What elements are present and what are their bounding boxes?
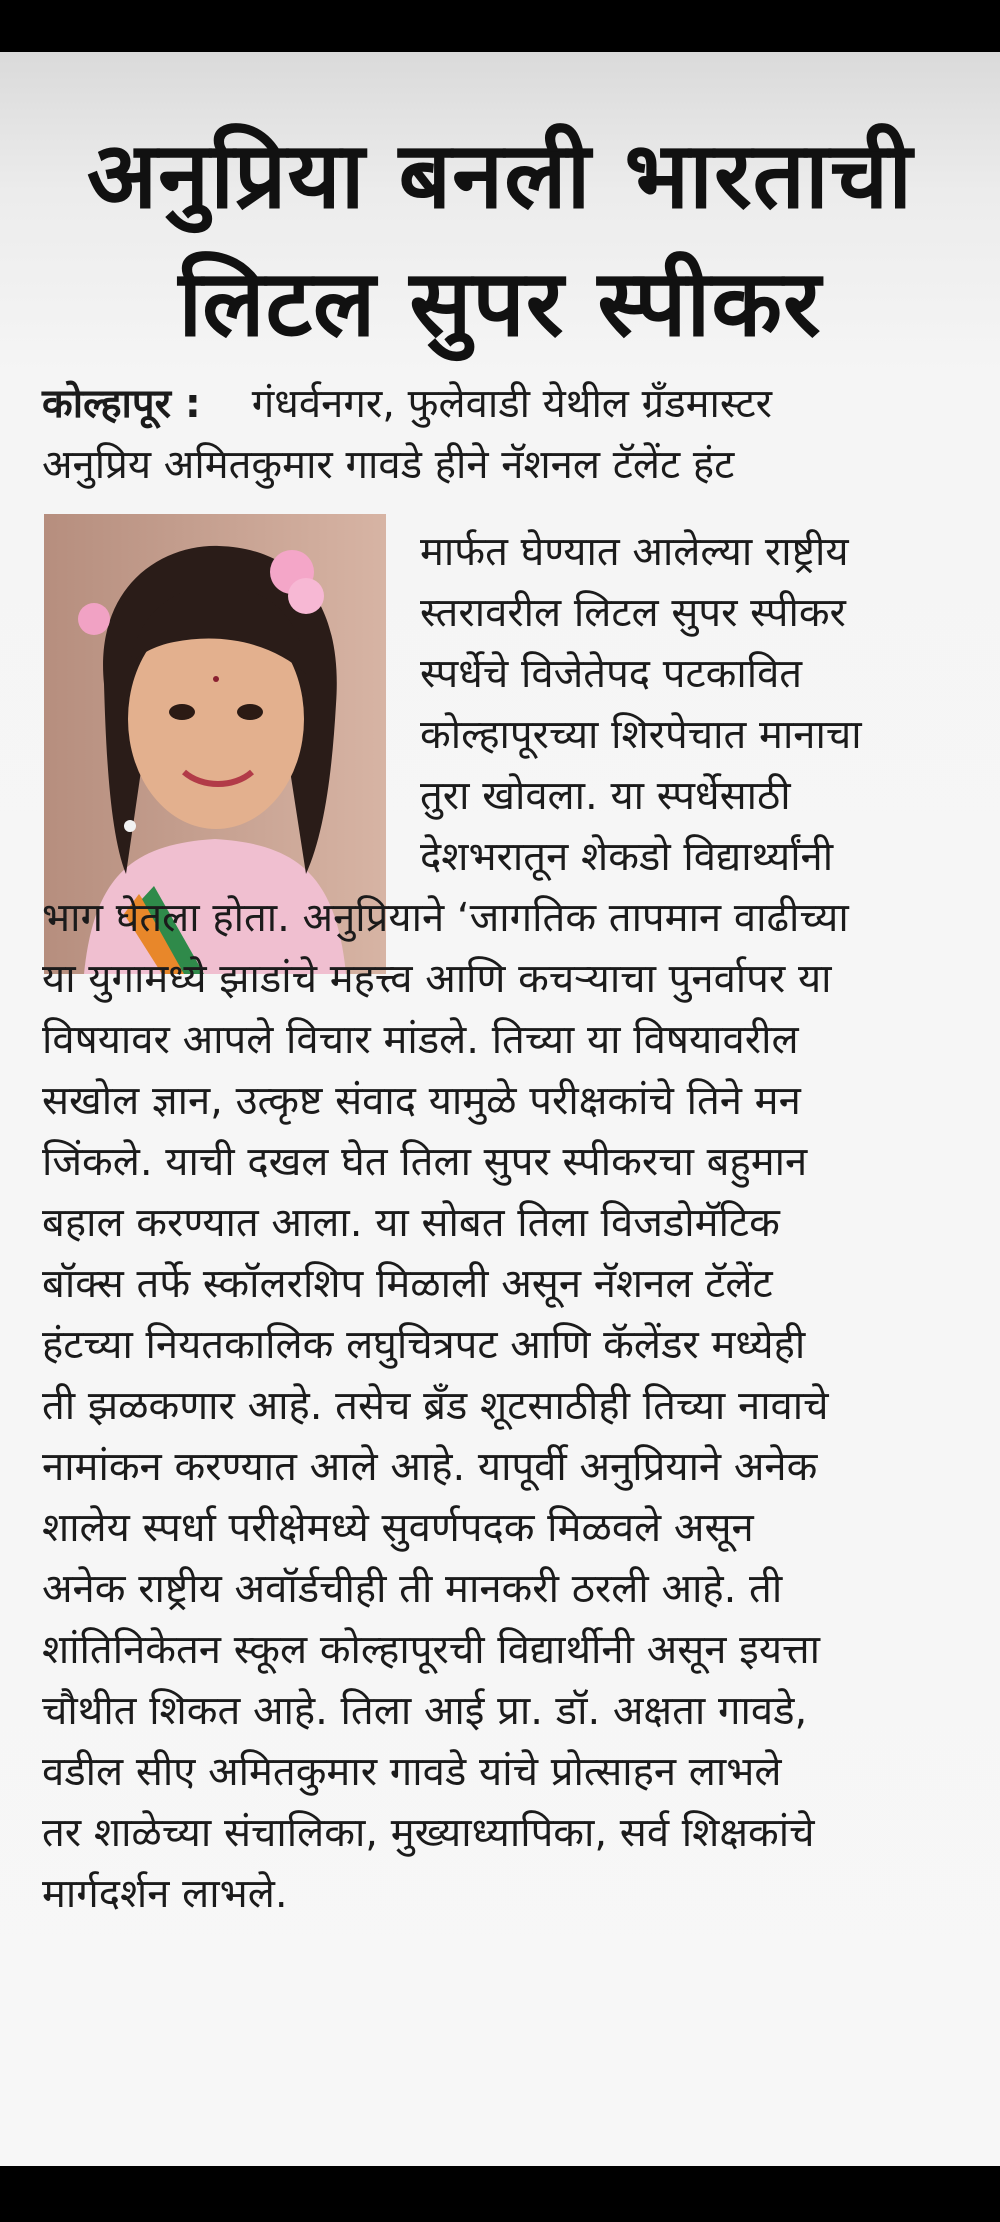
body-line: भाग घेतला होता. अनुप्रियाने ‘जागतिक तापमान वाढीच्या bbox=[42, 895, 849, 941]
body-line: नामांकन करण्यात आले आहे. यापूर्वी अनुप्रियाने अनेक bbox=[42, 1444, 818, 1490]
body-line: या युगामध्ये झाडांचे महत्त्व आणि कचऱ्याचा पुनर्वापर या bbox=[42, 956, 832, 1002]
body-line: शालेय स्पर्धा परीक्षेमध्ये सुवर्णपदक मिळवले असून bbox=[42, 1505, 754, 1551]
side-line: कोल्हापूरच्या शिरपेचात मानाचा bbox=[420, 712, 862, 758]
dateline: कोल्हापूर : bbox=[42, 381, 201, 427]
body-line: वडील सीए अमितकुमार गावडे यांचे प्रोत्साहन लाभले bbox=[42, 1749, 782, 1795]
body-line: जिंकले. याची दखल घेत तिला सुपर स्पीकरचा बहुमान bbox=[42, 1139, 808, 1185]
side-line: देशभरातून शेकडो विद्यार्थ्यांनी bbox=[420, 834, 834, 880]
body-line: हंटच्या नियतकालिक लघुचित्रपट आणि कॅलेंडर मध्येही bbox=[42, 1322, 806, 1368]
newspaper-clipping bbox=[0, 52, 1000, 2166]
intro-line-1-text: गंधर्वनगर, फुलेवाडी येथील ग्रँडमास्टर bbox=[251, 381, 772, 427]
main-paragraph bbox=[42, 888, 964, 1925]
side-paragraph bbox=[420, 522, 964, 888]
top-black-bar bbox=[0, 0, 1000, 52]
body-line: ती झळकणार आहे. तसेच ब्रँड शूटसाठीही तिच्या नावाचे bbox=[42, 1383, 829, 1429]
headline-line-1: अनुप्रिया बनली भारताची bbox=[86, 122, 914, 229]
body-line: चौथीत शिकत आहे. तिला आई प्रा. डॉ. अक्षता गावडे, bbox=[42, 1688, 808, 1734]
side-line: मार्फत घेण्यात आलेल्या राष्ट्रीय bbox=[420, 529, 849, 575]
intro-line-1 bbox=[42, 374, 964, 435]
side-line: तुरा खोवला. या स्पर्धेसाठी bbox=[420, 773, 791, 819]
body-line: तर शाळेच्या संचालिका, मुख्याध्यापिका, सर्व शिक्षकांचे bbox=[42, 1810, 815, 1856]
side-line: स्पर्धेचे विजेतेपद पटकावित bbox=[420, 651, 803, 697]
body-line: सखोल ज्ञान, उत्कृष्ट संवाद यामुळे परीक्षकांचे तिने मन bbox=[42, 1078, 801, 1124]
article-headline bbox=[0, 112, 1000, 368]
body-line: बहाल करण्यात आला. या सोबत तिला विजडोमॅटिक bbox=[42, 1200, 780, 1246]
bottom-black-bar bbox=[0, 2166, 1000, 2222]
body-line: विषयावर आपले विचार मांडले. तिच्या या विषयावरील bbox=[42, 1017, 799, 1063]
intro-paragraph bbox=[42, 374, 964, 496]
body-line: मार्गदर्शन लाभले. bbox=[42, 1871, 288, 1917]
side-line: स्तरावरील लिटल सुपर स्पीकर bbox=[420, 590, 846, 636]
body-line: अनेक राष्ट्रीय अवॉर्डचीही ती मानकरी ठरली आहे. ती bbox=[42, 1566, 783, 1612]
body-line: बॉक्स तर्फे स्कॉलरशिप मिळाली असून नॅशनल टॅलेंट bbox=[42, 1261, 773, 1307]
intro-line-2: अनुप्रिय अमितकुमार गावडे हीने नॅशनल टॅलेंट हंट bbox=[42, 442, 735, 488]
body-line: शांतिनिकेतन स्कूल कोल्हापूरची विद्यार्थीनी असून इयत्ता bbox=[42, 1627, 821, 1673]
headline-line-2: लिटल सुपर स्पीकर bbox=[178, 250, 822, 357]
